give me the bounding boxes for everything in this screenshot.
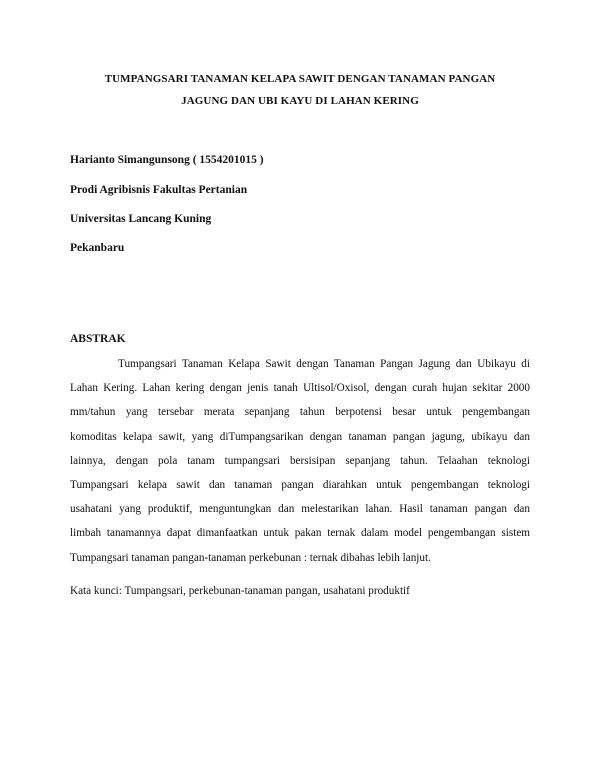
abstract-line: lainnya, dengan pola tanam tumpangsari bersisipan sepanjang tahun. Telaahan teknologi [70, 454, 530, 467]
keywords: Kata kunci: Tumpangsari, perkebunan-tanaman pangan, usahatani produktif [70, 585, 410, 597]
title-line-2: JAGUNG DAN UBI KAYU DI LAHAN KERING [181, 95, 419, 107]
author-name: Harianto Simangunsong ( 1554201015 ) [70, 154, 264, 166]
abstract-line: limbah tanamannya dapat dimanfaatkan untuk pakan ternak dalam model pengembangan sistem [70, 527, 530, 540]
abstract-body [70, 352, 530, 570]
abstract-line: usahatani yang produktif, menguntungkan dan melestarikan lahan. Hasil tanaman pangan dan [70, 503, 530, 516]
abstract-line: Lahan Kering. Lahan kering dengan jenis tanah Ultisol/Oxisol, dengan curah hujan sekitar 2000 [70, 382, 530, 395]
paper-title [60, 68, 540, 112]
abstract-line: Tumpangsari kelapa sawit dan tanaman pangan diarahkan untuk pengembangan teknologi [70, 478, 530, 491]
abstract-line: mm/tahun yang tersebar merata sepanjang tahun berpotensi besar untuk pengembangan [70, 406, 530, 419]
abstract-heading: ABSTRAK [70, 333, 126, 345]
author-university: Universitas Lancang Kuning [70, 213, 212, 225]
abstract-line: Tumpangsari Tanaman Kelapa Sawit dengan Tanaman Pangan Jagung dan Ubikayu di [118, 358, 530, 370]
abstract-line: Tumpangsari tanaman pangan-tanaman perkebunan : ternak dibahas lebih lanjut. [70, 551, 431, 564]
author-city: Pekanbaru [70, 242, 125, 254]
abstract-line: komoditas kelapa sawit, yang diTumpangsarikan dengan tanaman pangan jagung, ubikayu dan [70, 430, 530, 443]
title-line-1: TUMPANGSARI TANAMAN KELAPA SAWIT DENGAN TANAMAN PANGAN [104, 73, 496, 85]
author-department: Prodi Agribisnis Fakultas Pertanian [70, 184, 248, 196]
